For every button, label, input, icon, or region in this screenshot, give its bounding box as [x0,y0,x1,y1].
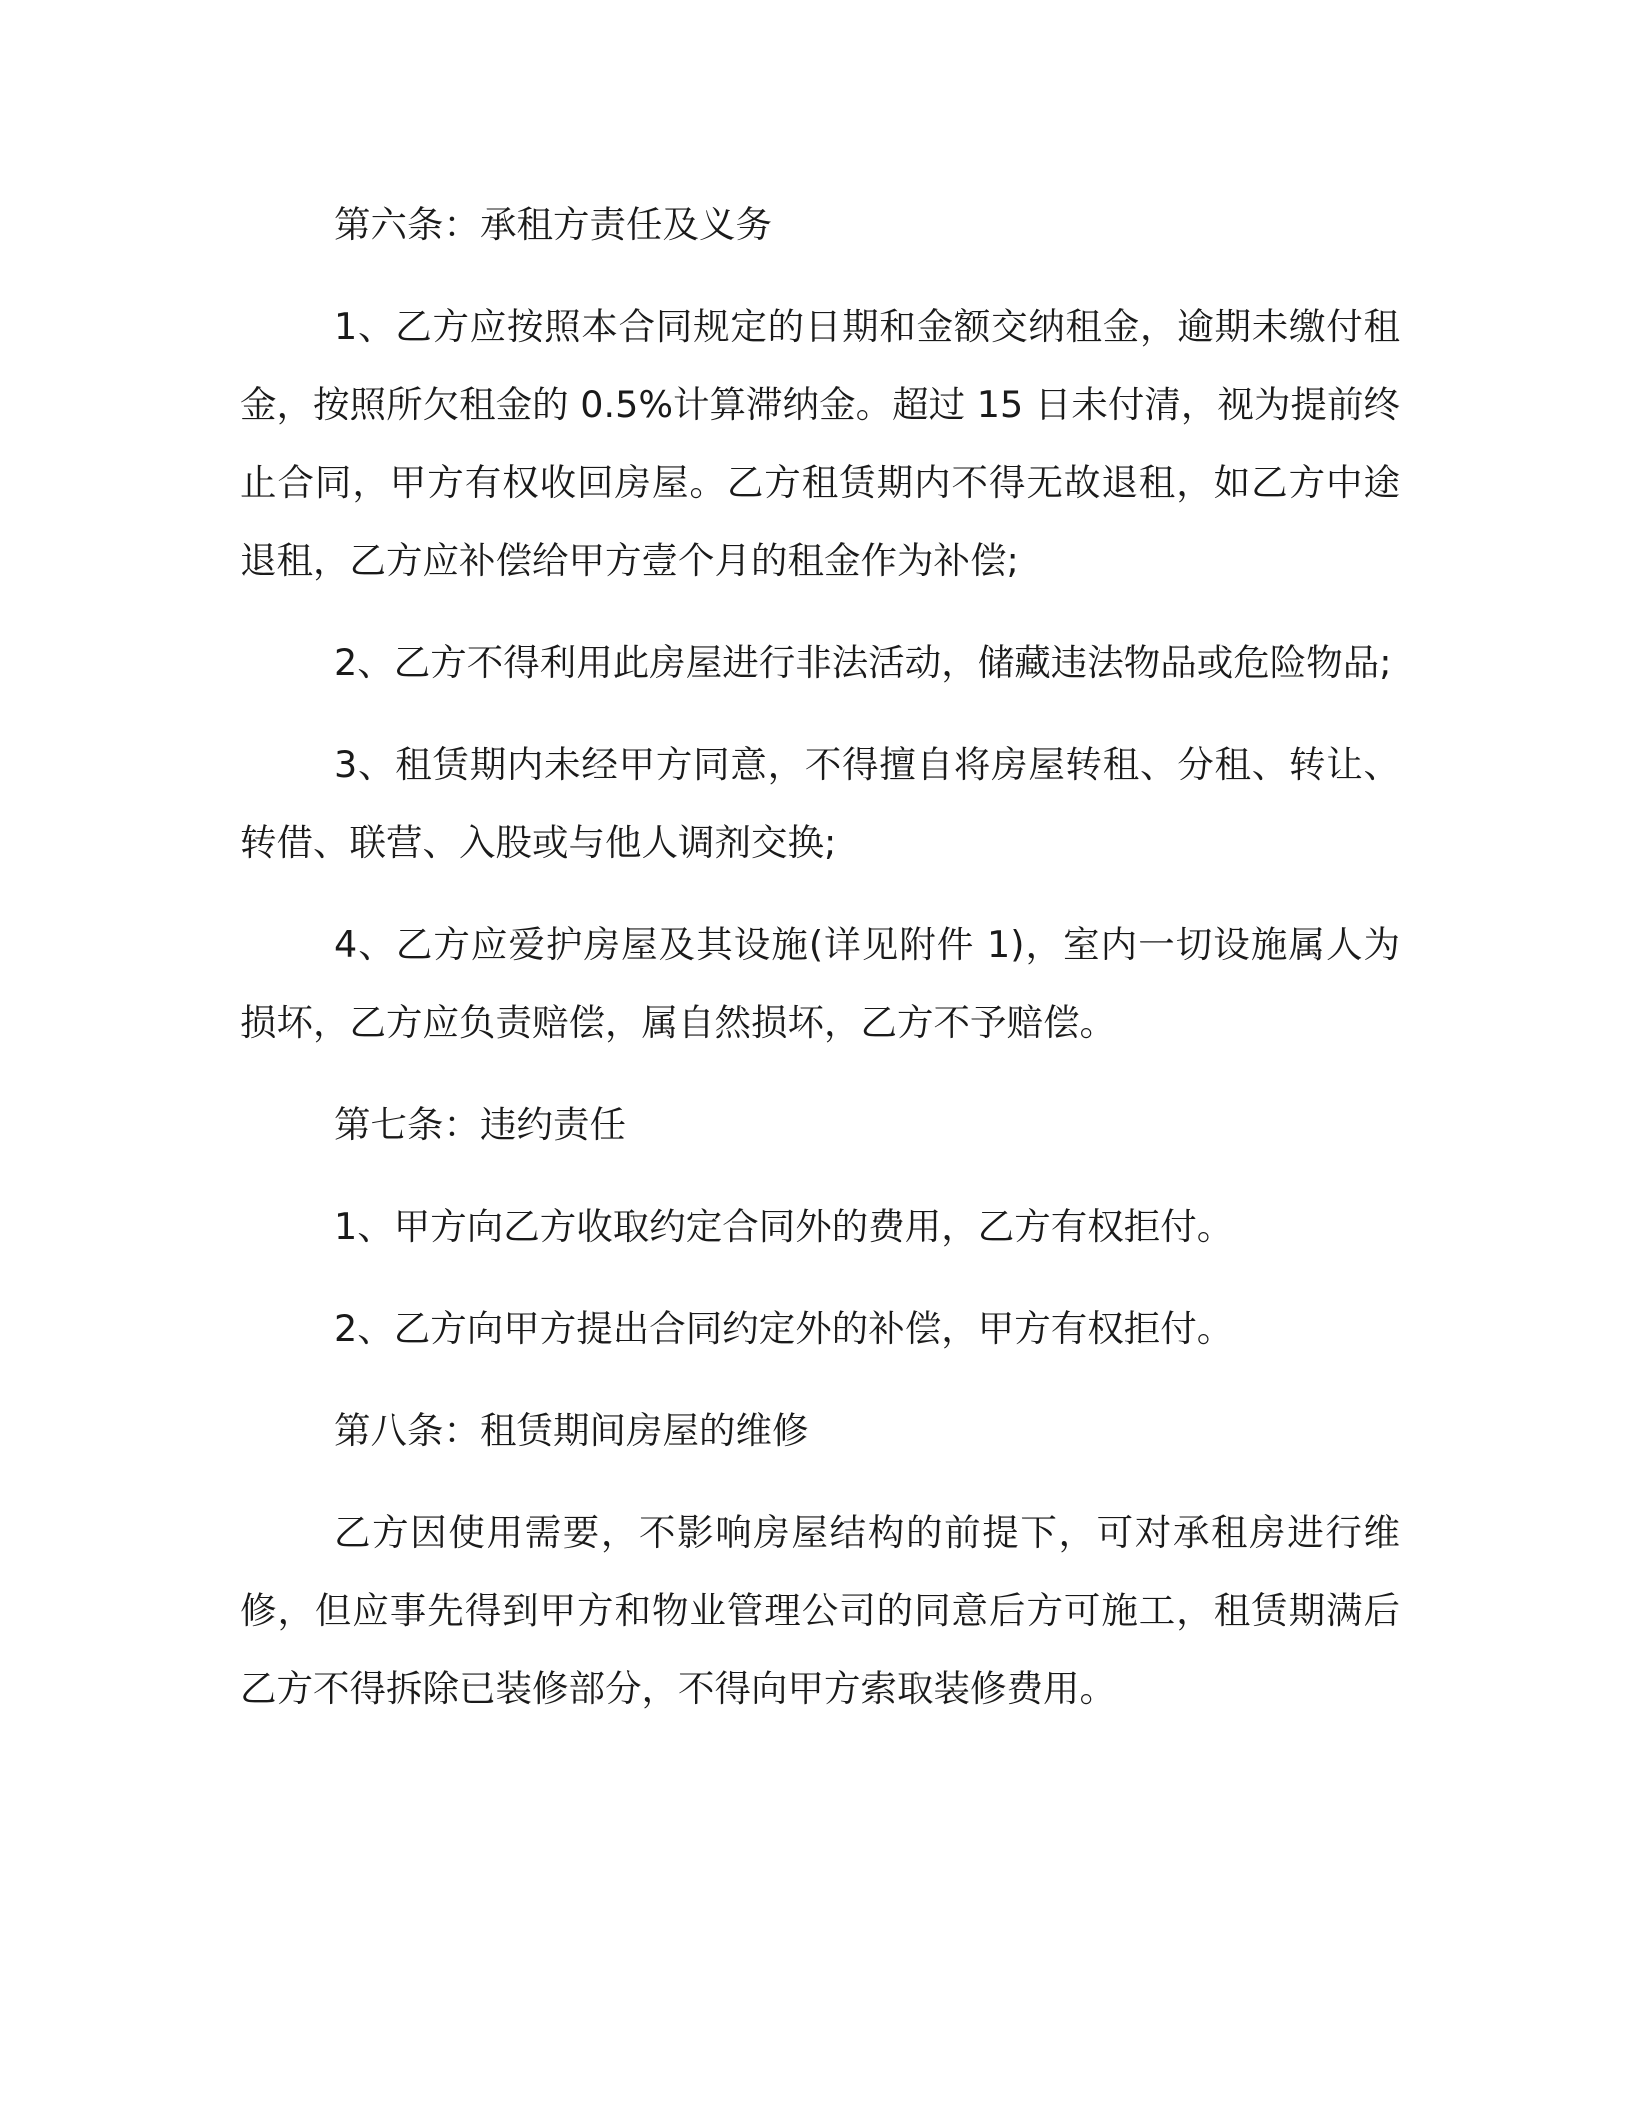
clause-6-3: 3、租赁期内未经甲方同意，不得擅自将房屋转租、分租、转让、转借、联营、入股或与他人调剂交换; [240,743,1400,864]
clause-6-4: 4、乙方应爱护房屋及其设施(详见附件 1)，室内一切设施属人为损坏，乙方应负责赔偿，属自然损坏，乙方不予赔偿。 [240,923,1400,1044]
document-body [240,186,1400,1728]
clause-7-1: 1、甲方向乙方收取约定合同外的费用，乙方有权拒付。 [334,1205,1234,1248]
section-heading-6: 第六条：承租方责任及义务 [334,203,772,246]
clause-7-2: 2、乙方向甲方提出合同约定外的补偿，甲方有权拒付。 [334,1307,1234,1350]
section-heading-8: 第八条：租赁期间房屋的维修 [334,1409,809,1452]
clause-6-2: 2、乙方不得利用此房屋进行非法活动，储藏违法物品或危险物品; [334,641,1392,684]
section-heading-7: 第七条：违约责任 [334,1103,626,1146]
clause-6-1: 1、乙方应按照本合同规定的日期和金额交纳租金，逾期未缴付租金，按照所欠租金的 0.5%计算滞纳金。超过 15 日未付清，视为提前终止合同，甲方有权收回房屋。乙方租赁期内不得无故退租，如乙方中途退租，乙方应补偿给甲方壹个月的租金作为补偿; [240,305,1400,582]
clause-8-1: 乙方因使用需要，不影响房屋结构的前提下，可对承租房进行维修，但应事先得到甲方和物业管理公司的同意后方可施工，租赁期满后乙方不得拆除已装修部分，不得向甲方索取装修费用。 [240,1511,1400,1710]
